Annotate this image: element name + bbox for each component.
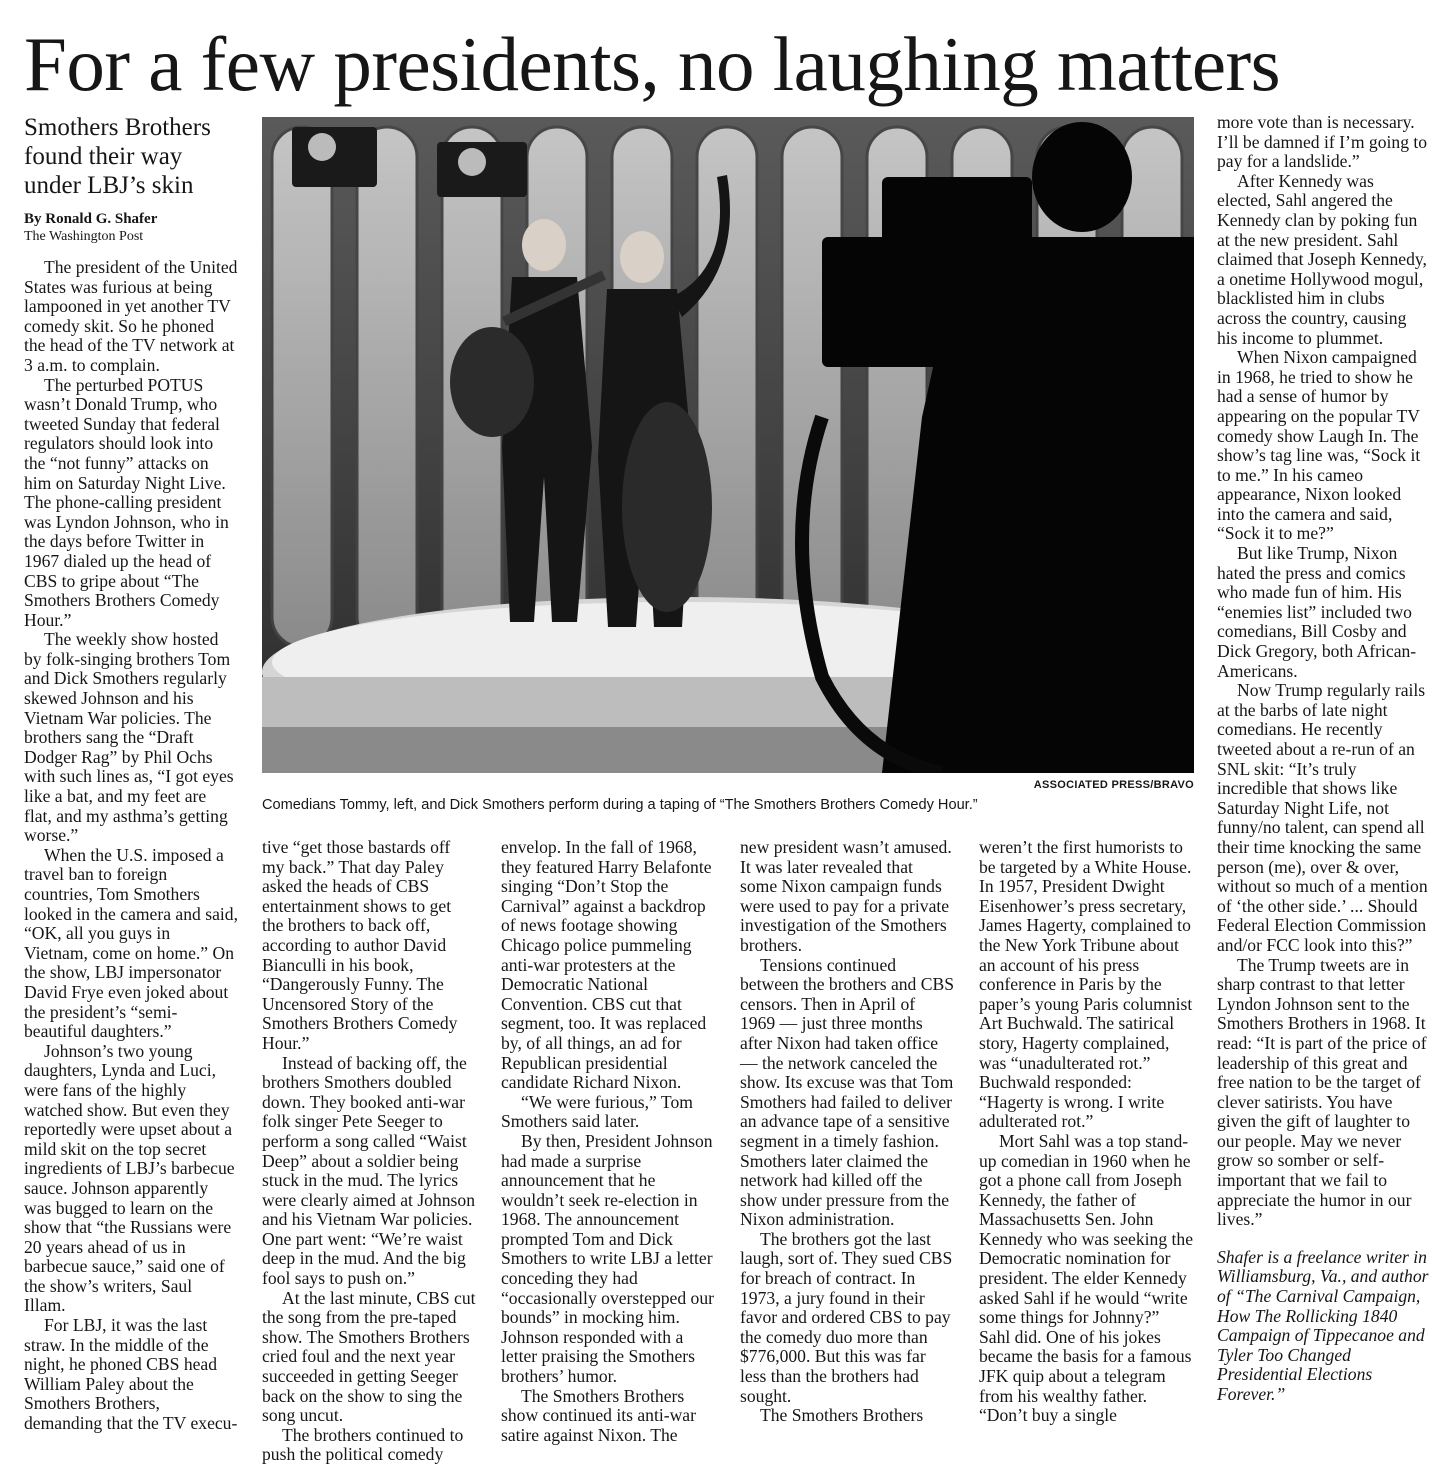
paragraph: Instead of backing off, the brothers Smothers doubled down. They booked anti-war folk singer Pete Seeger to perform a song called “Waist Deep” about a soldier being stuck in the mud. The lyrics were clearly aimed at Johnson and his Vietnam War policies. One part went: “We’re waist deep in the mud. And the big fool says to push on.” bbox=[262, 1052, 475, 1289]
paragraph: The Smothers Brothers show continued its anti-war satire against Nixon. The bbox=[501, 1385, 696, 1445]
photo-illustration bbox=[262, 117, 1194, 773]
paragraph: At the last minute, CBS cut the song from the pre-taped show. The Smothers Brothers cried foul and the next year succeeded in getting Seeger back on the show to sing the song uncut. bbox=[262, 1287, 476, 1426]
paragraph: more vote than is necessary. I’ll be damned if I’m going to pay for a landslide.” bbox=[1217, 112, 1428, 172]
paragraph: “We were furious,” Tom Smothers said later. bbox=[501, 1091, 693, 1132]
paragraph: envelop. In the fall of 1968, they featured Harry Belafonte singing “Don’t Stop the Carnival” against a backdrop of news footage showing Chicago police pummeling anti-war protesters at the Democratic National Convention. CBS cut that segment, too. It was replaced by, of all things, an ad for Republican presidential candidate Richard Nixon. bbox=[501, 837, 712, 1093]
photo-credit: ASSOCIATED PRESS/BRAVO bbox=[1033, 779, 1194, 791]
column-6 bbox=[1217, 113, 1431, 1405]
paragraph: For LBJ, it was the last straw. In the middle of the night, he phoned CBS head William Paley about the Smothers Brothers, demanding that the TV execu- bbox=[24, 1315, 238, 1434]
paragraph: tive “get those bastards off my back.” That day Paley asked the heads of CBS entertainment shows to get the brothers to back off, according to author David Bianculli in his book, “Dangerously Funny. The Uncensored Story of the Smothers Brothers Comedy Hour.” bbox=[262, 837, 458, 1053]
author-note: Shafer is a freelance writer in Williamsburg, Va., and author of “The Carnival Campaign, How The Rollicking 1840 Campaign of Tippecanoe and Tyler Too Changed Presidential Elections Forever.” bbox=[1217, 1246, 1429, 1404]
byline: By Ronald G. Shafer bbox=[24, 211, 158, 227]
paragraph: By then, President Johnson had made a surprise announcement that he wouldn’t seek re-election in 1968. The announcement prompted Tom and Dick Smothers to write LBJ a letter conceding they had “occasionally overstepped our bounds” in mocking him. Johnson responded with a letter praising the Smothers brothers’ humor. bbox=[501, 1130, 714, 1387]
paragraph: Johnson’s two young daughters, Lynda and Luci, were fans of the highly watched show. But even they reportedly were upset about a mild skit on the top secret ingredients of LBJ’s barbecue sauce. Johnson apparently was bugged to learn on the show that “the Russians were 20 years ahead of us in barbecue sauce,” said one of the show’s writers, Saul Illam. bbox=[24, 1040, 235, 1316]
paragraph: The brothers got the last laugh, sort of. They sued CBS for breach of contract. In 1973, a jury found in their favor and ordered CBS to pay the comedy duo more than $776,000. But this was far less than the brothers had sought. bbox=[740, 1228, 953, 1406]
paragraph: Now Trump regularly rails at the barbs of late night comedians. He recently tweeted about a re-run of an SNL skit: “It’s truly incredible that shows like Saturday Night Life, not funny/no talent, can spend all their time knocking the same person (me), over & over, without so much of a mention of ‘the other side.’ ... Should Federal Election Commission and/or FCC look into this?” bbox=[1217, 680, 1428, 955]
paragraph: The Smothers Brothers bbox=[760, 1405, 924, 1426]
paragraph: When the U.S. imposed a travel ban to foreign countries, Tom Smothers looked in the camera and said, “OK, all you guys in Vietnam, come on home.” On the show, LBJ impersonator David Frye even joked about the president’s “semi-beautiful daughters.” bbox=[24, 844, 238, 1042]
paragraph: The president of the United States was furious at being lampooned in yet another TV comedy skit. So he phoned the head of the TV network at 3 a.m. to complain. bbox=[24, 257, 238, 375]
paragraph: But like Trump, Nixon hated the press and comics who made fun of him. His “enemies list” included two comedians, Bill Cosby and Dick Gregory, both African-Americans. bbox=[1217, 543, 1417, 681]
paragraph: The Trump tweets are in sharp contrast to that letter Lyndon Johnson sent to the Smothers Brothers in 1968. It read: “It is part of the price of leadership of this great and free nation to be the target of clever satirists. You have given the gift of laughter to our people. May we never grow so somber or self-important that we fail to appreciate the humor in our lives.” bbox=[1217, 954, 1427, 1230]
paragraph: The weekly show hosted by folk-singing brothers Tom and Dick Smothers regularly skewed Johnson and his Vietnam War policies. The brothers sang the “Draft Dodger Rag” by Phil Ochs with such lines as, “I got eyes like a bat, and my feet are flat, and my asthma’s getting worse.” bbox=[24, 629, 234, 846]
agency: The Washington Post bbox=[24, 229, 144, 244]
column-5 bbox=[979, 838, 1193, 1426]
paragraph: The brothers continued to push the political comedy bbox=[262, 1424, 464, 1465]
deck: Smothers Brothers found their way under LBJ’s skin bbox=[24, 114, 211, 199]
news-photo bbox=[262, 117, 1194, 773]
headline: For a few presidents, no laughing matters bbox=[24, 21, 1281, 107]
column-2 bbox=[262, 838, 476, 1465]
column-1 bbox=[24, 113, 238, 1434]
paragraph: Tensions continued between the brothers and CBS censors. Then in April of 1969 — just three months after Nixon had taken office — the network canceled the show. Its excuse was that Tom Smothers had failed to deliver an advance tape of a sensitive segment in a timely fashion. Smothers later claimed the network had killed off the show under pressure from the Nixon administration. bbox=[740, 954, 955, 1230]
column-3 bbox=[501, 838, 715, 1445]
column-4 bbox=[740, 838, 954, 1426]
paragraph: weren’t the first humorists to be targeted by a White House. In 1957, President Dwight Eisenhower’s press secretary, James Hagerty, complained to the New York Tribune about an account of his press conference in Paris by the paper’s young Paris columnist Art Buchwald. The satirical story, Hagerty complained, was “unadulterated rot.” Buchwald responded: “Hagerty is wrong. I write adulterated rot.” bbox=[979, 837, 1193, 1132]
paragraph: new president wasn’t amused. It was later revealed that some Nixon campaign funds were used to pay for a private investigation of the Smothers brothers. bbox=[740, 837, 952, 955]
photo-caption: Comedians Tommy, left, and Dick Smothers perform during a taping of “The Smothers Brothers Comedy Hour.” bbox=[262, 797, 978, 813]
paragraph: After Kennedy was elected, Sahl angered the Kennedy clan by poking fun at the new president. Sahl claimed that Joseph Kennedy, a onetime Hollywood mogul, blacklisted him in clubs across the country, causing his income to plummet. bbox=[1217, 170, 1427, 348]
paragraph: When Nixon campaigned in 1968, he tried to show he had a sense of humor by appearing on the popular TV comedy show Laugh In. The show’s tag line was, “Sock it to me.” In his cameo appearance, Nixon looked into the camera and said, “Sock it to me?” bbox=[1217, 347, 1421, 544]
paragraph: Mort Sahl was a top stand-up comedian in 1960 when he got a phone call from Joseph Kennedy, the father of Massachusetts Sen. John Kennedy who was seeking the Democratic nomination for president. The elder Kennedy asked Sahl if he would “write some things for Johnny?” Sahl did. One of his jokes became the basis for a famous JFK quip about a telegram from his wealthy father. “Don’t buy a single bbox=[979, 1130, 1194, 1426]
paragraph: The perturbed POTUS wasn’t Donald Trump, who tweeted Sunday that federal regulators should look into the “not funny” attacks on him on Saturday Night Live. The phone-calling president was Lyndon Johnson, who in the days before Twitter in 1967 dialed up the head of CBS to gripe about “The Smothers Brothers Comedy Hour.” bbox=[24, 374, 229, 630]
